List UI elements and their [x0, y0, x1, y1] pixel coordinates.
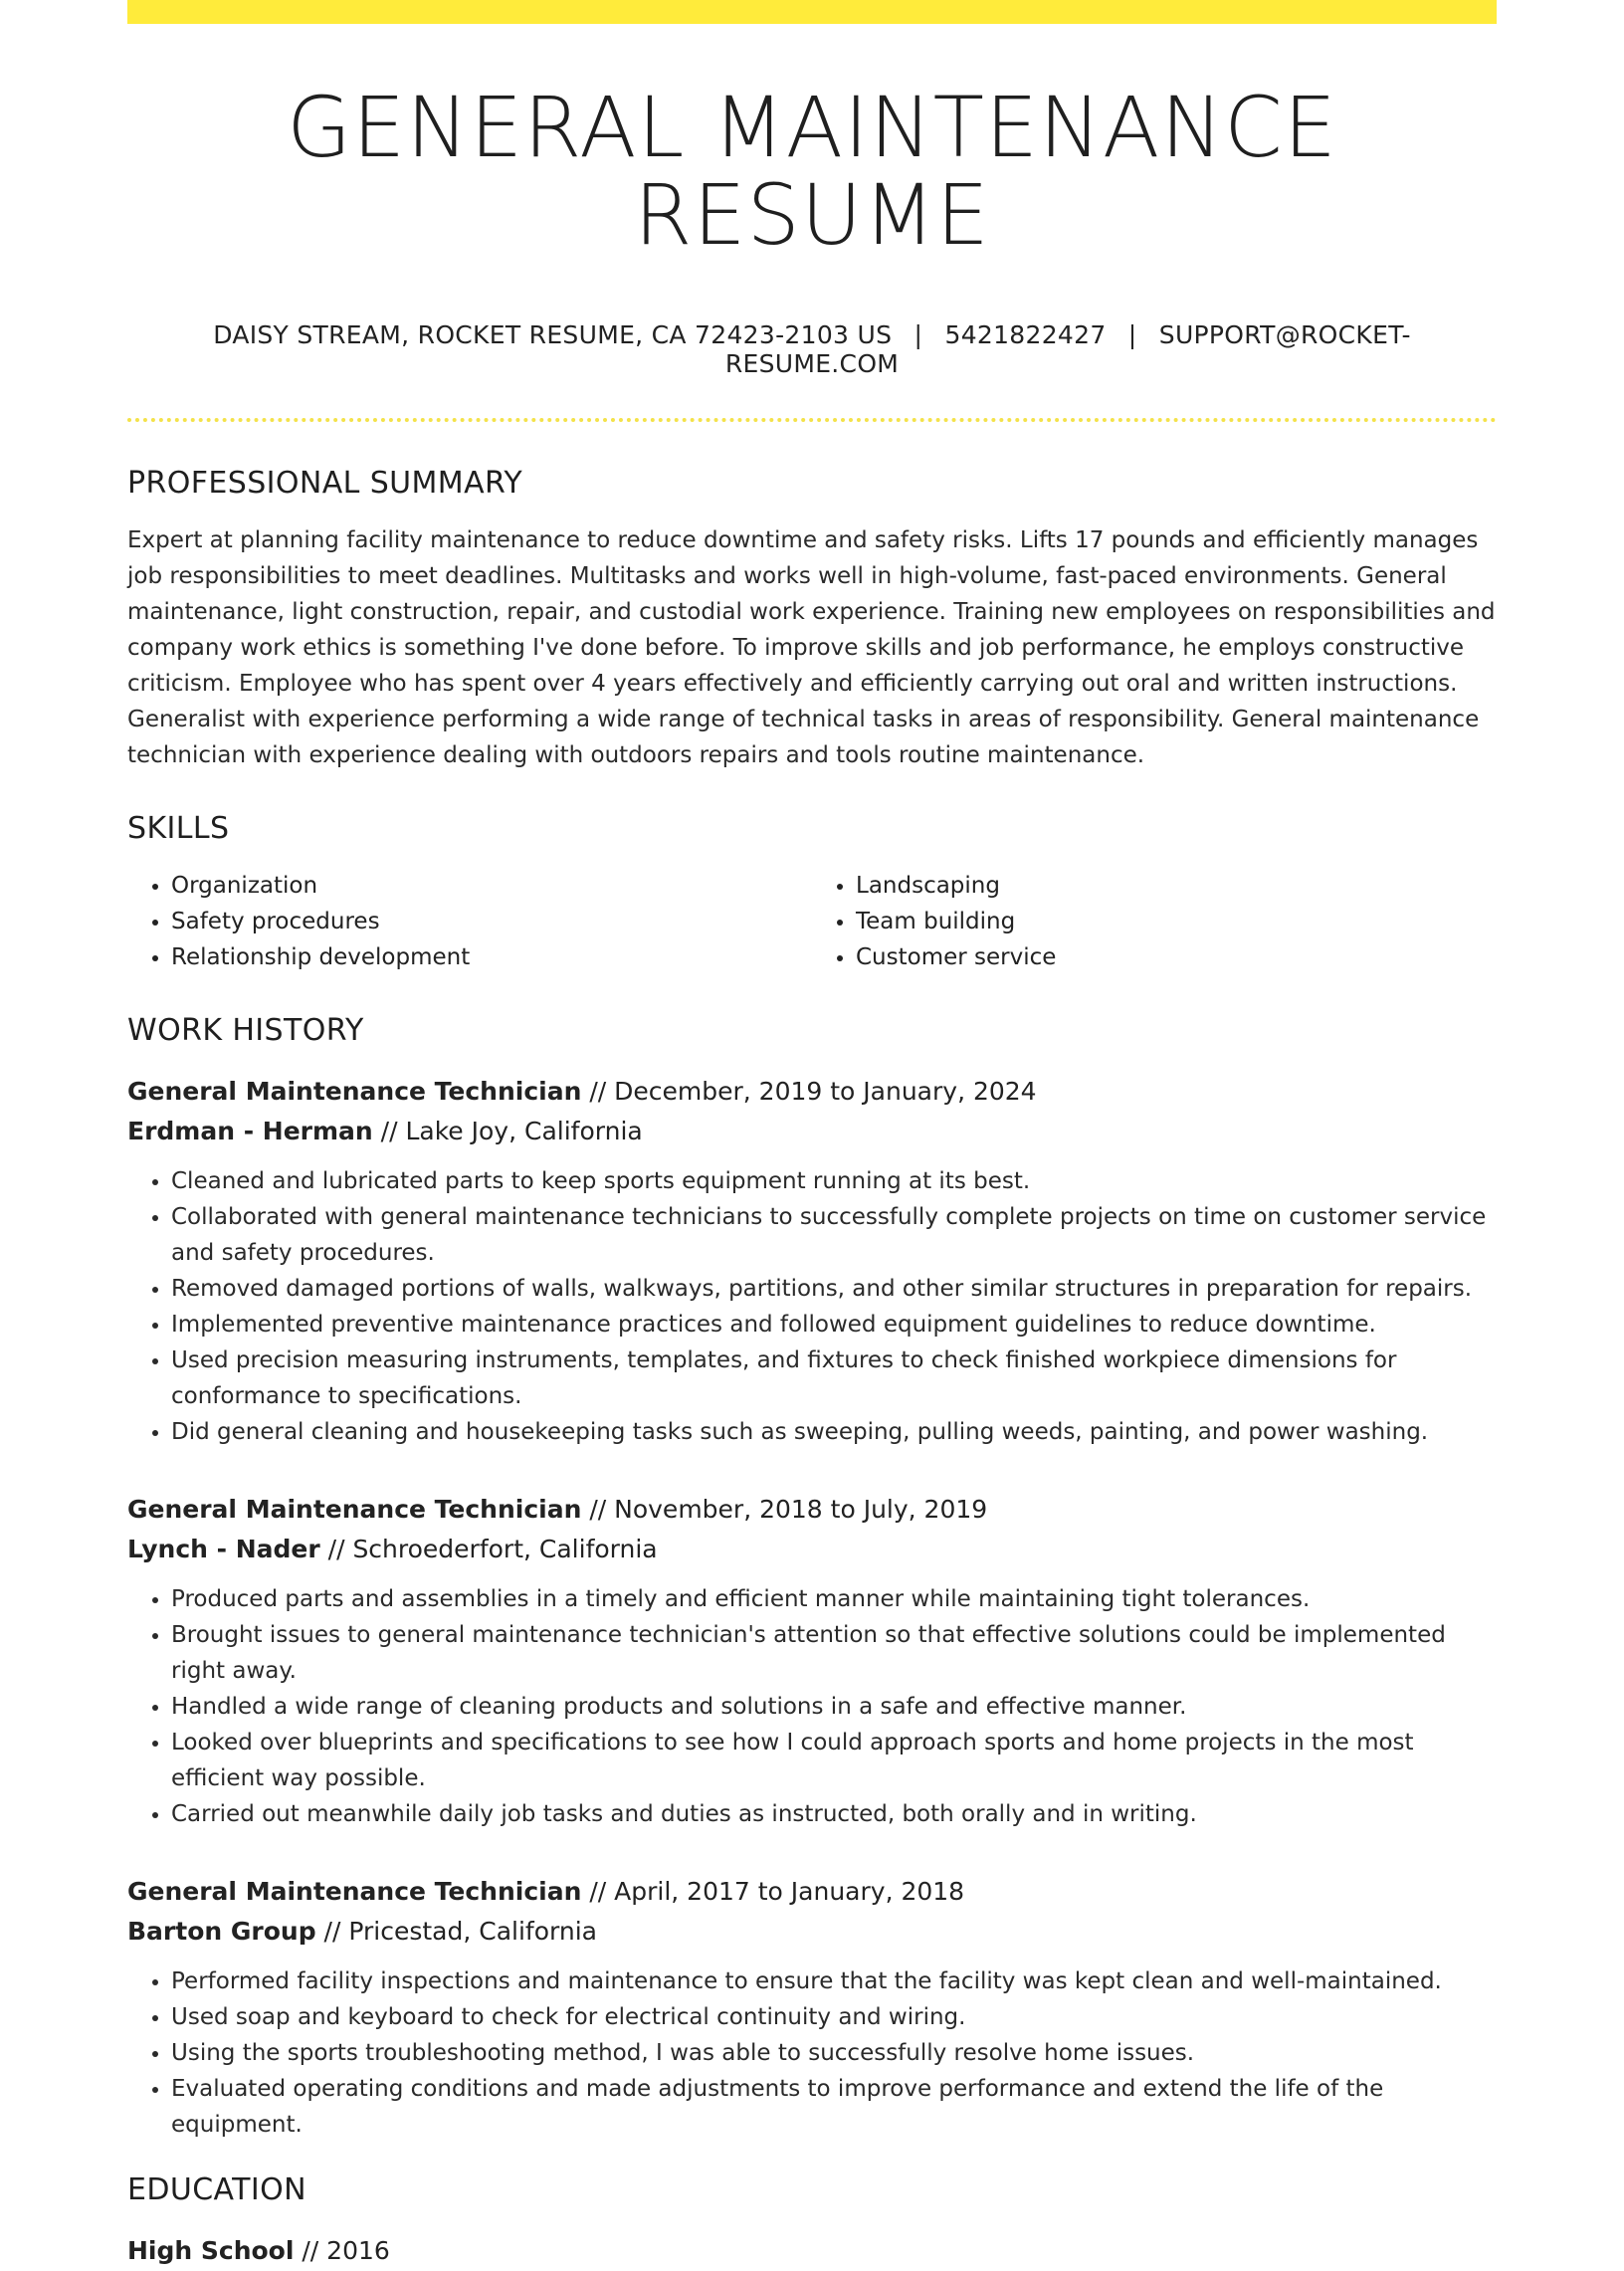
dotted-divider [127, 418, 1497, 422]
job-bullet: • Brought issues to general maintenance technician's attention so that effective solutions could be implemented right away. [171, 1617, 1497, 1689]
job-title: General Maintenance Technician [127, 1877, 582, 1907]
summary-heading: PROFESSIONAL SUMMARY [127, 466, 523, 502]
job-title: General Maintenance Technician [127, 1495, 582, 1525]
contact-address: DAISY STREAM, ROCKET RESUME, CA 72423-2103 US [213, 320, 893, 350]
job-bullet: • Collaborated with general maintenance technicians to successfully complete projects on time on customer service and safety procedures. [171, 1199, 1497, 1271]
job-company: Lynch - Nader [127, 1535, 320, 1564]
job-bullet: • Handled a wide range of cleaning products and solutions in a safe and effective manner. [171, 1689, 1497, 1725]
job-dates: // April, 2017 to January, 2018 [581, 1877, 965, 1907]
contact-separator: | [1127, 320, 1137, 350]
job-dates: // November, 2018 to July, 2019 [581, 1495, 988, 1525]
job-company: Erdman - Herman [127, 1117, 373, 1146]
work-history-heading: WORK HISTORY [127, 1013, 364, 1049]
skill-item: • Relationship development [171, 939, 812, 975]
job-entry [127, 1490, 1497, 1832]
summary-text: Expert at planning facility maintenance to reduce downtime and safety risks. Lifts 17 pounds and efficiently manages job responsibilities to meet deadlines. Multitasks and works well in high-volume, fast-paced environments. General maintenance, light construction, repair, and custodial work experience. Training new employees on responsibilities and company work ethics is something I've done before. To improve skills and job performance, he employs constructive criticism. Employee who has spent over 4 years effectively and efficiently carrying out oral and written instructions. Generalist with experience performing a wide range of technical tasks in areas of responsibility. General maintenance technician with experience dealing with outdoors repairs and tools routine maintenance. [127, 527, 1496, 769]
skill-item: • Organization [171, 868, 812, 904]
education-heading: EDUCATION [127, 2172, 306, 2208]
job-title-line [127, 1872, 1497, 1912]
skills-list [127, 868, 1497, 975]
job-company: Barton Group [127, 1917, 316, 1947]
job-dates: // December, 2019 to January, 2024 [581, 1077, 1037, 1107]
contact-phone[interactable]: 5421822427 [944, 320, 1107, 350]
job-bullet: • Used precision measuring instruments, templates, and fixtures to check finished workpiece dimensions for conformance to specifications. [171, 1342, 1497, 1414]
contact-separator: | [914, 320, 923, 350]
job-bullet: • Did general cleaning and housekeeping tasks such as sweeping, pulling weeds, painting, and power washing. [171, 1414, 1497, 1450]
job-bullet: • Using the sports troubleshooting method, I was able to successfully resolve home issues. [171, 2035, 1497, 2071]
job-entry [127, 1872, 1497, 2143]
resume-title: GENERAL MAINTENANCE RESUME [287, 79, 1337, 265]
job-bullet: • Looked over blueprints and specifications to see how I could approach sports and home projects in the most efficient way possible. [171, 1725, 1497, 1796]
job-bullet: • Implemented preventive maintenance practices and followed equipment guidelines to reduce downtime. [171, 1307, 1497, 1342]
job-title: General Maintenance Technician [127, 1077, 582, 1107]
job-location: // Pricestad, California [315, 1917, 597, 1947]
skills-heading: SKILLS [127, 811, 230, 847]
skill-item: • Customer service [856, 939, 1497, 975]
job-bullet: • Cleaned and lubricated parts to keep sports equipment running at its best. [171, 1163, 1497, 1199]
job-title-line [127, 1490, 1497, 1530]
job-bullet: • Carried out meanwhile daily job tasks and duties as instructed, both orally and in writing. [171, 1796, 1497, 1832]
job-bullets [127, 1581, 1497, 1832]
job-location: // Schroederfort, California [319, 1535, 658, 1564]
resume-page [127, 0, 1497, 2271]
skill-item: • Safety procedures [171, 904, 812, 939]
skill-item: • Landscaping [856, 868, 1497, 904]
job-company-line [127, 1912, 1497, 1952]
education-year: // 2016 [294, 2236, 390, 2266]
job-location: // Lake Joy, California [372, 1117, 643, 1146]
top-accent-bar [127, 0, 1497, 24]
job-entry [127, 1072, 1497, 1450]
job-bullet: • Evaluated operating conditions and made adjustments to improve performance and extend the life of the equipment. [171, 2071, 1497, 2143]
job-bullet: • Used soap and keyboard to check for electrical continuity and wiring. [171, 1999, 1497, 2035]
job-bullets [127, 1963, 1497, 2143]
job-company-line [127, 1112, 1497, 1151]
job-bullet: • Removed damaged portions of walls, walkways, partitions, and other similar structures in preparation for repairs. [171, 1271, 1497, 1307]
skill-item: • Team building [856, 904, 1497, 939]
skills-column-left [127, 868, 812, 975]
education-school: High School [127, 2236, 295, 2266]
education-entry [127, 2231, 1497, 2271]
contact-line [127, 320, 1497, 378]
job-bullets [127, 1163, 1497, 1450]
job-title-line [127, 1072, 1497, 1112]
job-bullet: • Performed facility inspections and maintenance to ensure that the facility was kept clean and well-maintained. [171, 1963, 1497, 1999]
job-bullet: • Produced parts and assemblies in a timely and efficient manner while maintaining tight tolerances. [171, 1581, 1497, 1617]
job-company-line [127, 1530, 1497, 1569]
skills-column-right [812, 868, 1497, 975]
contact-email[interactable]: SUPPORT@ROCKET-RESUME.COM [724, 320, 1411, 379]
